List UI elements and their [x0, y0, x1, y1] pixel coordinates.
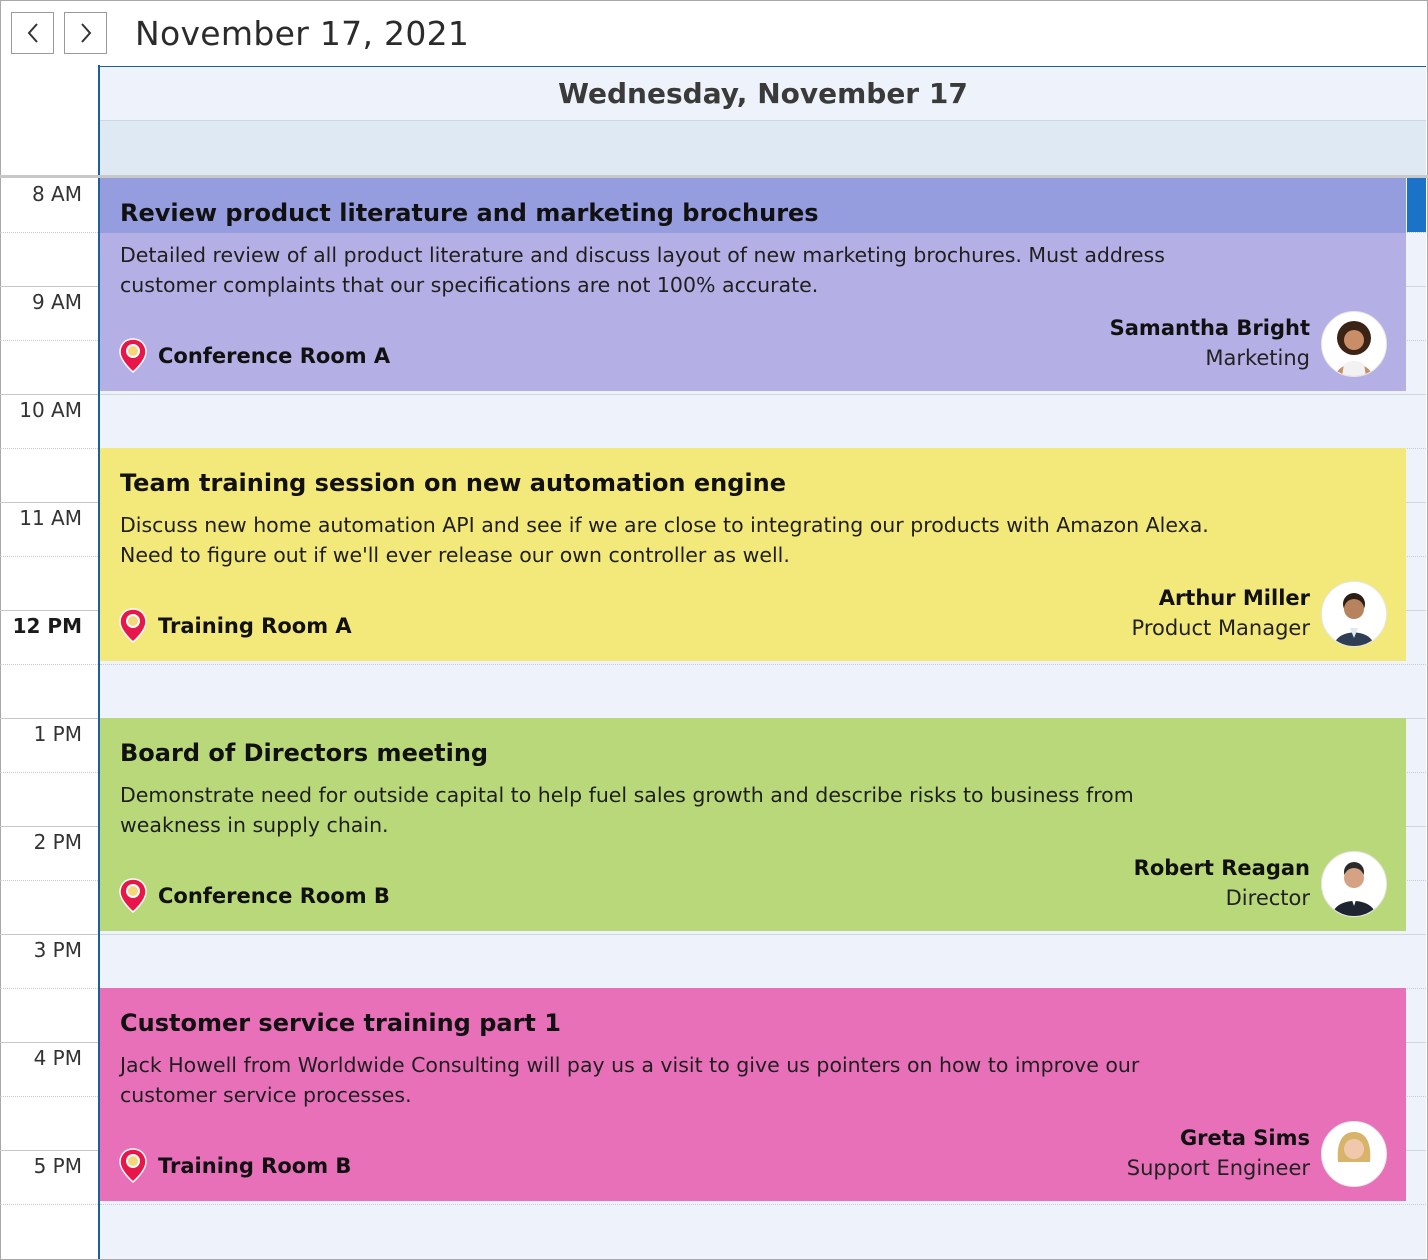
next-day-button[interactable]	[64, 12, 107, 54]
half-hour-line	[0, 1204, 98, 1205]
appointment-description: Detailed review of all product literature and discuss layout of new marketing brochures. Must address customer complaints that our specifications are not 100% accurate.	[120, 243, 1165, 297]
appointment-description: Discuss new home automation API and see if we are close to integrating our products with Amazon Alexa. Need to figure out if we'll ever release our own controller as well.	[120, 513, 1209, 567]
hour-label: 3 PM	[33, 938, 82, 962]
appointment-card[interactable]	[100, 718, 1406, 931]
appointment-title-band	[100, 988, 1406, 1043]
appointment-location	[118, 877, 390, 915]
hour-label: 9 AM	[31, 290, 82, 314]
day-header-label: Wednesday, November 17	[558, 77, 968, 110]
appointment-owner	[1134, 853, 1310, 913]
appointment-title: Review product literature and marketing brochures	[120, 199, 819, 227]
location-pin-icon	[118, 1147, 148, 1185]
avatar	[1321, 851, 1387, 917]
hour-line	[0, 394, 98, 395]
appointment-location	[118, 1147, 351, 1185]
time-ruler	[0, 178, 98, 1260]
half-hour-line	[0, 1096, 98, 1097]
current-date-title: November 17, 2021	[135, 14, 470, 53]
half-hour-line	[0, 232, 98, 233]
grid-hour-line	[100, 934, 1426, 935]
location-label: Conference Room A	[158, 344, 391, 368]
avatar	[1321, 1121, 1387, 1187]
hour-line	[0, 1150, 98, 1151]
appointment-description: Jack Howell from Worldwide Consulting will pay us a visit to give us pointers on how to improve our customer service processes.	[120, 1053, 1140, 1107]
owner-name: Greta Sims	[1179, 1126, 1310, 1150]
location-pin-icon	[118, 877, 148, 915]
appointment-title: Team training session on new automation engine	[120, 469, 786, 497]
previous-day-button[interactable]	[11, 12, 54, 54]
hour-line	[0, 502, 98, 503]
hour-label: 1 PM	[33, 722, 82, 746]
half-hour-line	[0, 988, 98, 989]
half-hour-line	[0, 664, 98, 665]
appointment-card[interactable]	[100, 178, 1406, 391]
owner-role: Support Engineer	[1126, 1156, 1310, 1180]
half-hour-line	[0, 880, 98, 881]
hour-label: 11 AM	[19, 506, 82, 530]
chevron-right-icon	[79, 22, 93, 44]
owner-role: Marketing	[1205, 346, 1310, 370]
hour-label: 10 AM	[19, 398, 82, 422]
half-hour-line	[0, 772, 98, 773]
appointment-owner	[1132, 583, 1310, 643]
appointment-title: Customer service training part 1	[120, 1009, 561, 1037]
avatar	[1321, 581, 1387, 647]
appointment-location	[118, 607, 352, 645]
half-hour-line	[0, 340, 98, 341]
appointment-title-band	[100, 178, 1406, 233]
location-label: Training Room B	[158, 1154, 352, 1178]
hour-label: 4 PM	[33, 1046, 82, 1070]
hour-line	[0, 718, 98, 719]
appointment-title: Board of Directors meeting	[120, 739, 489, 767]
owner-name: Arthur Miller	[1158, 586, 1310, 610]
location-pin-icon	[118, 337, 148, 375]
appointment-owner	[1110, 313, 1310, 373]
half-hour-line	[0, 448, 98, 449]
hour-line	[0, 934, 98, 935]
appointment-card[interactable]	[100, 988, 1406, 1201]
day-header[interactable]	[100, 66, 1426, 120]
hour-line	[0, 826, 98, 827]
location-label: Training Room A	[158, 614, 352, 638]
hour-line	[0, 1042, 98, 1043]
location-label: Conference Room B	[158, 884, 390, 908]
hour-label: 2 PM	[33, 830, 82, 854]
appointment-owner	[1127, 1123, 1310, 1183]
owner-role: Product Manager	[1131, 616, 1310, 640]
appointment-location	[118, 337, 390, 375]
hour-line	[0, 610, 98, 611]
location-pin-icon	[118, 607, 148, 645]
all-day-area[interactable]	[100, 120, 1426, 176]
grid-hour-line	[100, 394, 1426, 395]
grid-half-line	[100, 1204, 1426, 1205]
owner-role: Director	[1225, 886, 1310, 910]
avatar	[1321, 311, 1387, 377]
grid-half-line	[100, 664, 1426, 665]
appointment-description: Demonstrate need for outside capital to help fuel sales growth and describe risks to business from weakness in supply chain.	[120, 783, 1134, 837]
half-hour-line	[0, 556, 98, 557]
appointment-title-band	[100, 718, 1406, 773]
appointment-title-band	[100, 448, 1406, 503]
scroll-thumb[interactable]	[1407, 178, 1426, 232]
appointment-card[interactable]	[100, 448, 1406, 661]
owner-name: Robert Reagan	[1133, 856, 1310, 880]
hour-line	[0, 286, 98, 287]
chevron-left-icon	[26, 22, 40, 44]
owner-name: Samantha Bright	[1109, 316, 1310, 340]
hour-label: 5 PM	[33, 1154, 82, 1178]
hour-label: 8 AM	[31, 182, 82, 206]
hour-label-current: 12 PM	[12, 614, 82, 638]
